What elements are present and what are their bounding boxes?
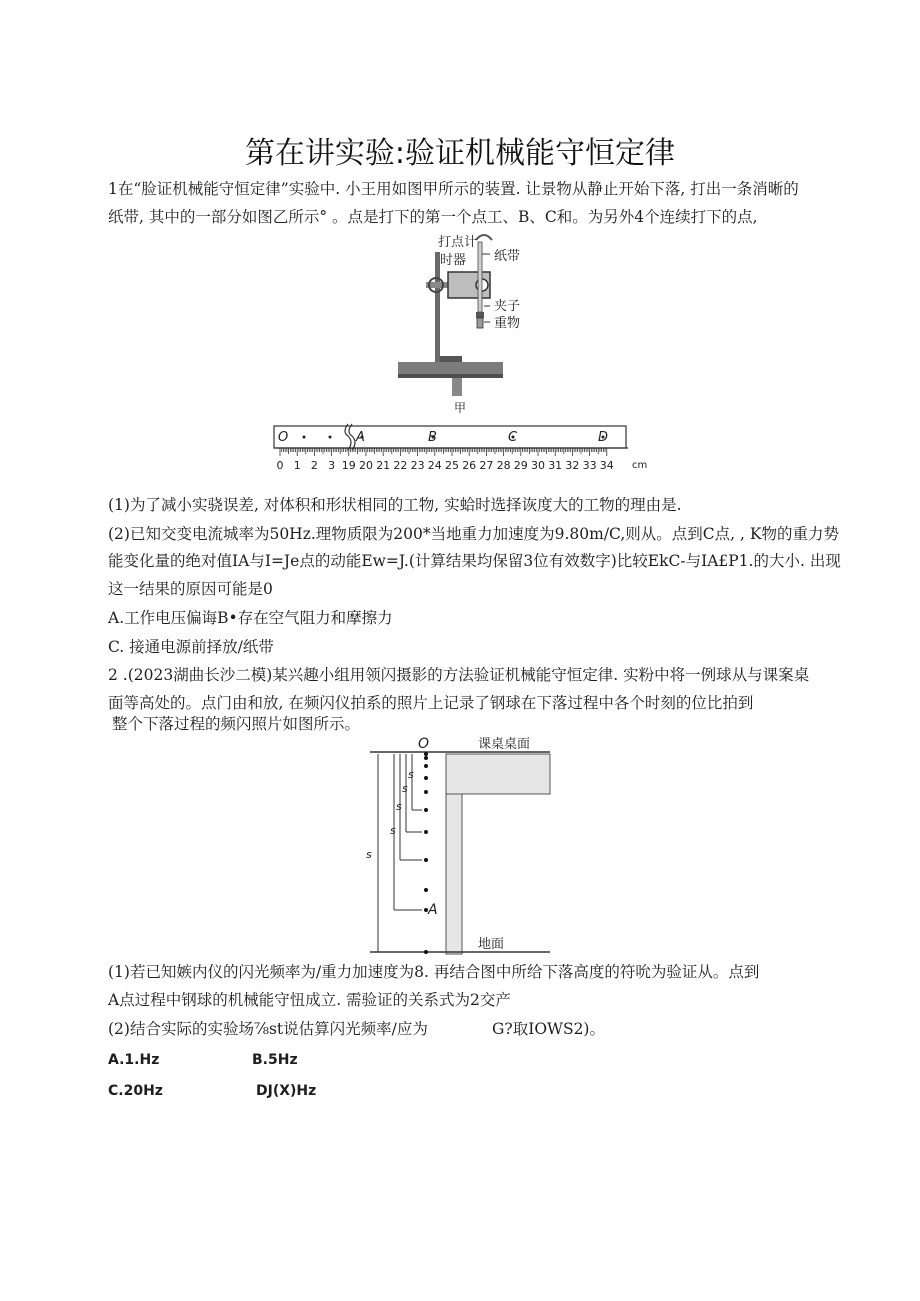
stand-rod bbox=[435, 252, 440, 362]
ruler-tick-label: 34 bbox=[599, 459, 614, 472]
apparatus-figure bbox=[390, 232, 560, 420]
q1-sub2-line-2: 能变化量的绝对值IA与I=Je点的动能Ew=J.(计算结果均保留3位有效数字)比较EkC-与IA£P1.的大小. 出现 bbox=[108, 552, 841, 570]
label-O: O bbox=[418, 736, 430, 752]
q2-option-b: B.5Hz bbox=[252, 1052, 298, 1068]
ruler-labels bbox=[277, 459, 614, 472]
ruler-tick-label: 32 bbox=[565, 459, 580, 472]
ruler-tick-label: 19 bbox=[341, 459, 356, 472]
ruler-tick-label: 2 bbox=[310, 459, 318, 472]
q2-option-d: DJ(X)Hz bbox=[256, 1083, 317, 1099]
ruler-tick-label: 24 bbox=[427, 459, 442, 472]
label-s9: s bbox=[408, 768, 414, 781]
paper-tape bbox=[478, 242, 482, 312]
label-floor: 地面 bbox=[478, 937, 505, 952]
ruler-tick-label: 20 bbox=[359, 459, 373, 472]
q2-option-c: C.20Hz bbox=[108, 1083, 163, 1099]
q2-sub1-line-1: (1)若已知嫉内仪的闪光频率为/重力加速度为8. 再结合图中所给下落高度的符吮为验证从。点到 bbox=[108, 963, 760, 981]
ruler-tick-label: 33 bbox=[582, 459, 597, 472]
label-clamp: 夹子 bbox=[494, 299, 521, 314]
point-B: B bbox=[428, 430, 437, 445]
q1-sub1: (1)为了减小实骁误差, 对体积和形状相同的工物, 实蛤时选择诙度大的工物的理由是. bbox=[108, 496, 682, 514]
label-s5: s bbox=[402, 782, 408, 795]
figure-caption-jia: 甲 bbox=[454, 401, 467, 415]
ruler-unit: cm bbox=[632, 460, 648, 471]
label-s7: s bbox=[390, 824, 396, 837]
weight bbox=[477, 318, 483, 328]
point-C: C bbox=[508, 430, 518, 445]
q1-line-2: 纸带, 其中的一部分如图乙所示° 。点是打下的第一个点工、B、C和。为另外4个连续打下的点, bbox=[108, 208, 758, 226]
ruler-tick-label: 26 bbox=[462, 459, 477, 472]
ruler-tick-label: 21 bbox=[376, 459, 391, 472]
ruler-tick-label: 27 bbox=[479, 459, 494, 472]
q2-sub2-right: G?取IOWS2)。 bbox=[492, 1020, 605, 1038]
ruler-figure bbox=[270, 422, 660, 480]
q2-option-a: A.1.Hz bbox=[108, 1052, 160, 1068]
q2-line-1: 2 .(2023湖曲长沙二模)某兴趣小组用领闪摄影的方法验证机械能守恒定律. 实粉中将一例球从与课案桌 bbox=[108, 666, 810, 684]
q1-line-1: 1在“脸证机械能守恒定律”实验中. 小王用如图甲所示的装置. 让景物从静止开始下落, 打出一条消晰的 bbox=[108, 180, 799, 198]
page-title: 第在讲实验:验证机械能守恒定律 bbox=[244, 136, 676, 171]
q1-sub2-line-3: 这一结果的原因可能是0 bbox=[108, 580, 273, 598]
ruler-tick-label: 29 bbox=[513, 459, 528, 472]
label-s6: s bbox=[396, 800, 402, 813]
strobe-figure bbox=[360, 730, 560, 958]
label-weight: 重物 bbox=[494, 316, 521, 331]
q2-sub2-left: (2)结合实际的实验场⅞st说估算闪光频率/应为 bbox=[108, 1020, 428, 1038]
desk-leg bbox=[446, 794, 462, 954]
point-D: D bbox=[598, 430, 609, 445]
label-tape: 纸带 bbox=[494, 249, 521, 264]
ruler-tick-label: 28 bbox=[496, 459, 511, 472]
ruler-tick-label: 0 bbox=[276, 459, 284, 472]
q2-line-3: 整个下落过程的频闪照片如图所示。 bbox=[112, 715, 361, 733]
ruler-ticks bbox=[280, 448, 607, 456]
q1-sub2-line-1: (2)已知交变电流城率为50Hz.理物质限为200*当地重力加速度为9.80m/C,则从。点到C点, , K物的重力势 bbox=[108, 525, 839, 543]
label-timer-2: 时器 bbox=[440, 253, 467, 268]
ruler-tick-label: 25 bbox=[445, 459, 459, 472]
point-A: A bbox=[356, 430, 365, 445]
q2-line-2: 面等高处的。点门由和放, 在频闪仪拍系的照片上记录了钢球在下落过程中各个时刻的位比拍到 bbox=[108, 694, 754, 712]
ruler-tick-label: 30 bbox=[531, 459, 545, 472]
ruler-tick-label: 31 bbox=[548, 459, 563, 472]
ruler-tick-label: 3 bbox=[328, 459, 336, 472]
label-A: A bbox=[428, 902, 438, 918]
label-desk: 课桌桌面 bbox=[478, 737, 531, 752]
apparatus-base bbox=[398, 362, 503, 374]
q1-option-c: C. 接通电源前择放/纸带 bbox=[108, 638, 274, 656]
q1-option-a: A.工作电压偏诲B•存在空气阻力和摩擦力 bbox=[108, 609, 393, 627]
label-s8: s bbox=[366, 848, 372, 861]
tape-strip bbox=[274, 426, 626, 448]
ruler-tick-label: 22 bbox=[393, 459, 408, 472]
q2-sub1-line-2: A点过程中钢球的机械能守忸成立. 需验证的关系式为2交产 bbox=[108, 991, 511, 1009]
point-O: O bbox=[278, 430, 289, 445]
ruler-tick-label: 1 bbox=[293, 459, 301, 472]
ruler-tick-label: 23 bbox=[410, 459, 425, 472]
label-timer-1: 打点计 bbox=[438, 235, 478, 250]
